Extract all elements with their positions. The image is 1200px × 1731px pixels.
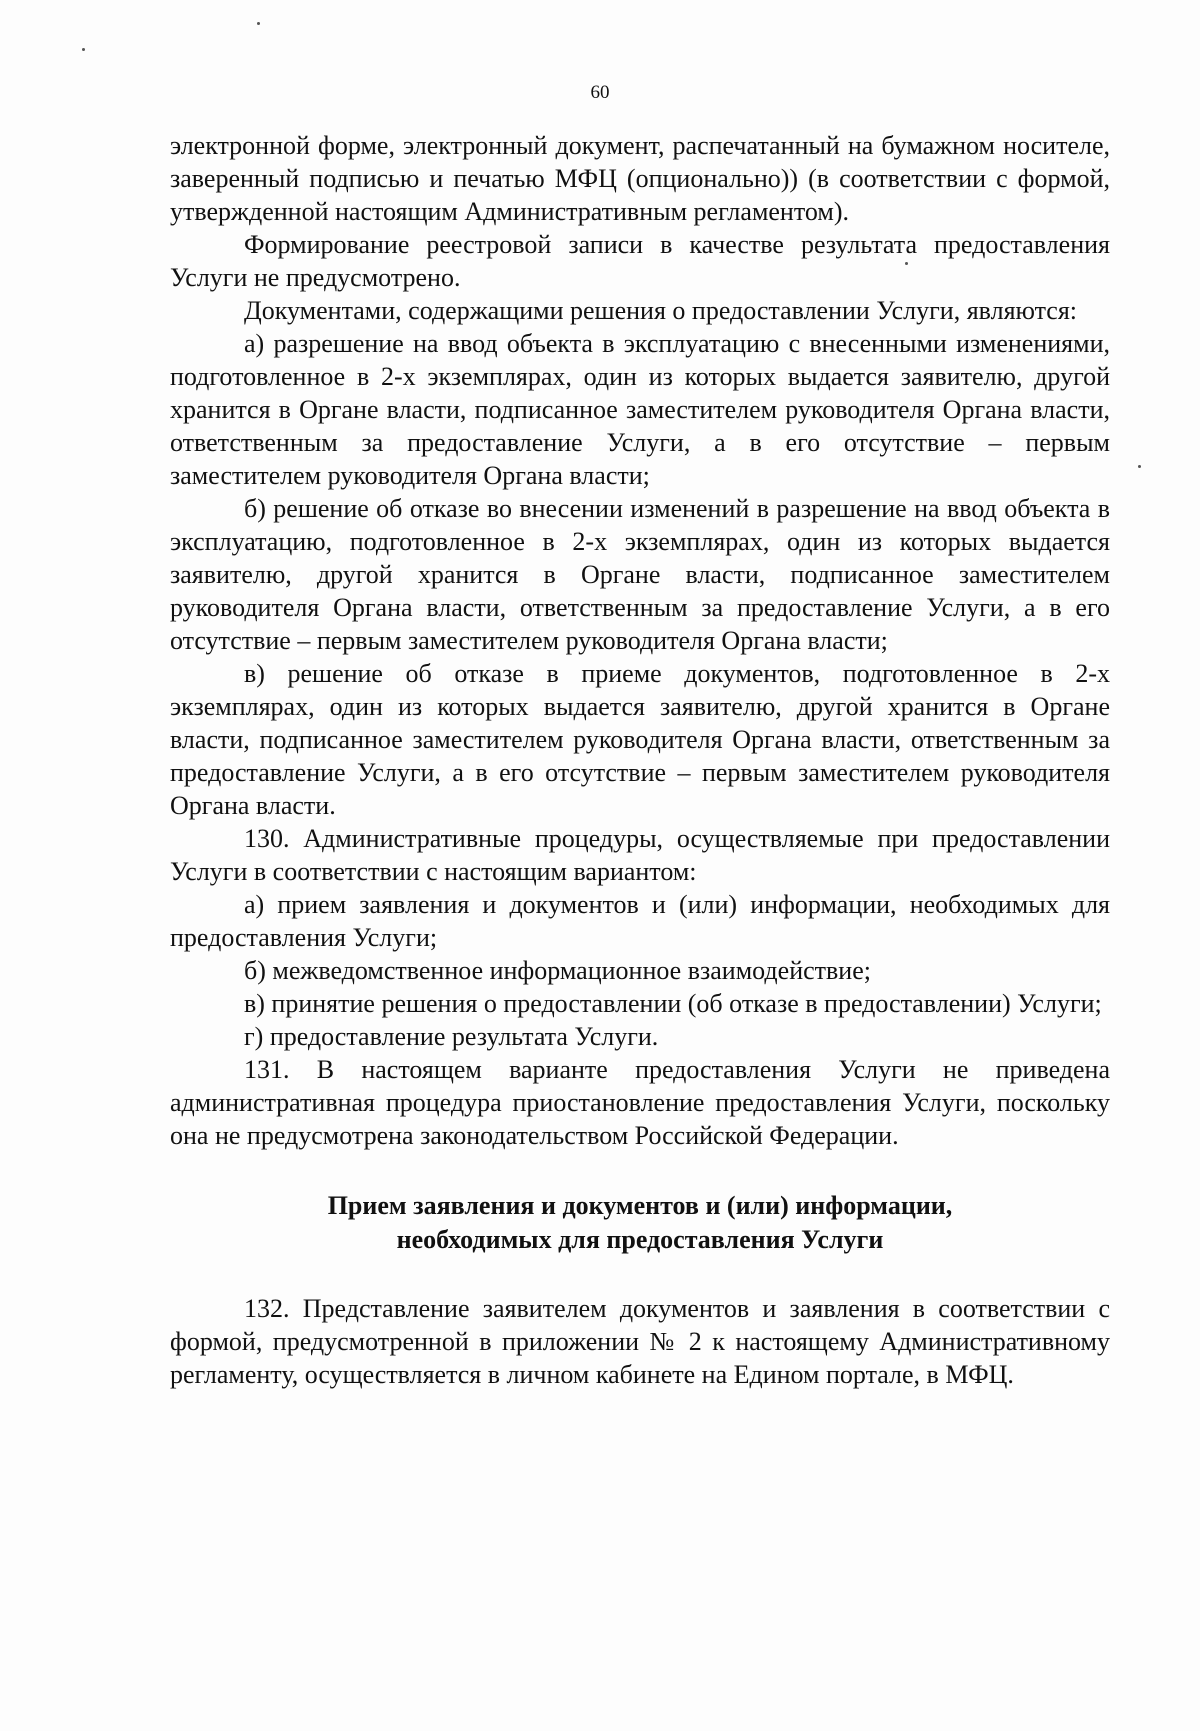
- paragraph: электронной форме, электронный документ, распечатанный на бумажном носителе, заверенный подписью и печатью МФЦ (опционально)) (в соответствии с формой, утвержденной настоящим Административным регламентом).: [170, 131, 1110, 226]
- paragraph: 130. Административные процедуры, осуществляемые при предоставлении Услуги в соответствии с настоящим вариантом:: [170, 824, 1110, 886]
- scan-speck: [1138, 465, 1141, 468]
- paragraph: 132. Представление заявителем документов и заявления в соответствии с формой, предусмотренной в приложении № 2 к настоящему Административному регламенту, осуществляется в личном кабинете на Едином портале, в МФЦ.: [170, 1294, 1110, 1389]
- paragraph-group-before: [170, 129, 1110, 1152]
- section-heading-line-1: Прием заявления и документов и (или) информации,: [327, 1191, 953, 1220]
- page-number: 60: [590, 82, 610, 103]
- paragraph-group-after: [170, 1292, 1110, 1391]
- section-heading: [170, 1189, 1110, 1257]
- paragraph: а) прием заявления и документов и (или) информации, необходимых для предоставления Услуги;: [170, 890, 1110, 952]
- paragraph: Документами, содержащими решения о предоставлении Услуги, являются:: [244, 296, 1078, 325]
- paragraph: а) разрешение на ввод объекта в эксплуатацию с внесенными изменениями, подготовленное в 2-х экземплярах, один из которых выдается заявителю, другой хранится в Органе власти, подписанное заместителем руководителя Органа власти, ответственным за предоставление Услуги, а в его отсутствие – первым заместителем руководителя Органа власти;: [170, 329, 1110, 490]
- paragraph: Формирование реестровой записи в качестве результата предоставления Услуги не предусмотрено.: [170, 230, 1110, 292]
- section-heading-line-2: необходимых для предоставления Услуги: [396, 1225, 884, 1254]
- paragraph: б) межведомственное информационное взаимодействие;: [244, 956, 871, 985]
- paragraph: в) принятие решения о предоставлении (об отказе в предоставлении) Услуги;: [244, 989, 1102, 1018]
- paragraph: 131. В настоящем варианте предоставления Услуги не приведена административная процедура приостановление предоставления Услуги, поскольку она не предусмотрена законодательством Российской Федерации.: [170, 1055, 1110, 1150]
- scan-speck: [257, 22, 260, 25]
- scan-speck: [82, 48, 85, 51]
- document-body: [170, 129, 1110, 1391]
- paragraph: г) предоставление результата Услуги.: [244, 1022, 659, 1051]
- paragraph: б) решение об отказе во внесении изменений в разрешение на ввод объекта в эксплуатацию, подготовленное в 2-х экземплярах, один из которых выдается заявителю, другой хранится в Органе власти, подписанное заместителем руководителя Органа власти, ответственным за предоставление Услуги, а в его отсутствие – первым заместителем руководителя Органа власти;: [170, 494, 1110, 655]
- paragraph: в) решение об отказе в приеме документов, подготовленное в 2-х экземплярах, один из которых выдается заявителю, другой хранится в Органе власти, подписанное заместителем руководителя Органа власти, ответственным за предоставление Услуги, а в его отсутствие – первым заместителем руководителя Органа власти.: [170, 659, 1110, 820]
